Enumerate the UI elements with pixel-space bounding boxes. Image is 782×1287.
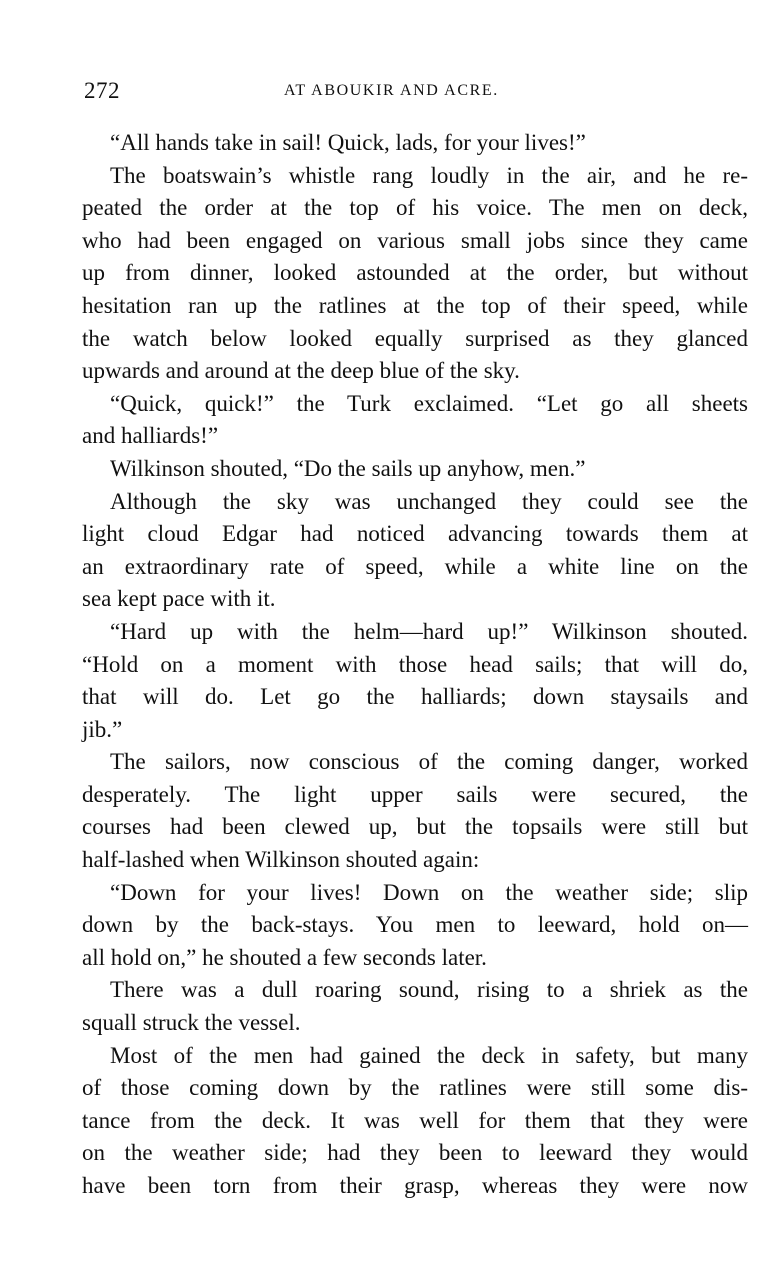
text-line: upwards and around at the deep blue of the sky. xyxy=(82,358,520,384)
text-line: Most of the men had gained the deck in safety, but many xyxy=(110,1042,748,1068)
text-line: tance from the deck. It was well for them that they were xyxy=(82,1107,748,1133)
text-line: “All hands take in sail! Quick, lads, for your lives!” xyxy=(110,130,586,155)
text-line: that will do. Let go the halliards; down staysails and xyxy=(82,684,748,710)
text-line: and halliards!” xyxy=(82,423,219,449)
text-line: There was a dull roaring sound, rising to a shriek as the xyxy=(110,977,748,1003)
paragraph xyxy=(82,974,748,1039)
text-line: the watch below looked equally surprised as they glanced xyxy=(82,325,748,351)
body-text xyxy=(82,127,748,1203)
text-line: Although the sky was unchanged they could see the xyxy=(110,488,748,514)
text-line: peated the order at the top of his voice. The men on deck, xyxy=(82,195,748,221)
text-line: light cloud Edgar had noticed advancing towards them at xyxy=(82,521,748,547)
paragraph xyxy=(82,1040,748,1203)
text-line: “Hold on a moment with those head sails; that will do, xyxy=(82,651,748,677)
text-line: who had been engaged on various small jobs since they came xyxy=(82,227,748,253)
text-line: have been torn from their grasp, whereas they were now xyxy=(82,1173,748,1198)
text-line: hesitation ran up the ratlines at the top of their speed, while xyxy=(82,292,748,318)
text-line: desperately. The light upper sails were secured, the xyxy=(82,781,748,807)
text-line: sea kept pace with it. xyxy=(82,586,276,612)
paragraph xyxy=(82,388,748,453)
paragraph xyxy=(82,453,748,486)
text-line: jib.” xyxy=(82,716,123,742)
text-line: Wilkinson shouted, “Do the sails up anyhow, men.” xyxy=(110,455,586,481)
text-line: up from dinner, looked astounded at the order, but without xyxy=(82,260,748,286)
text-line: on the weather side; had they been to leeward they would xyxy=(82,1140,748,1166)
text-line: “Down for your lives! Down on the weather side; slip xyxy=(110,879,748,905)
paragraph xyxy=(82,746,748,876)
paragraph xyxy=(82,486,748,616)
text-line: squall struck the vessel. xyxy=(82,1010,301,1036)
text-line: The sailors, now conscious of the coming danger, worked xyxy=(110,749,748,775)
paragraph xyxy=(82,127,748,160)
paragraph xyxy=(82,160,748,388)
text-line: half-lashed when Wilkinson shouted again: xyxy=(82,847,480,873)
text-line: down by the back-stays. You men to leeward, hold on— xyxy=(82,912,748,938)
text-line: courses had been clewed up, but the topsails were still but xyxy=(82,814,748,840)
text-line: an extraordinary rate of speed, while a white line on the xyxy=(82,553,748,579)
paragraph xyxy=(82,616,748,746)
text-line: “Quick, quick!” the Turk exclaimed. “Let go all sheets xyxy=(110,390,748,416)
text-line: “Hard up with the helm—hard up!” Wilkinson shouted. xyxy=(110,618,748,644)
text-line: of those coming down by the ratlines were still some dis- xyxy=(82,1075,748,1101)
page-header xyxy=(84,78,748,108)
paragraph xyxy=(82,877,748,975)
page-number: 272 xyxy=(84,78,120,103)
text-line: all hold on,” he shouted a few seconds later. xyxy=(82,944,487,970)
running-head: AT ABOUKIR AND ACRE. xyxy=(284,82,499,99)
text-line: The boatswain’s whistle rang loudly in the air, and he re- xyxy=(110,162,748,188)
